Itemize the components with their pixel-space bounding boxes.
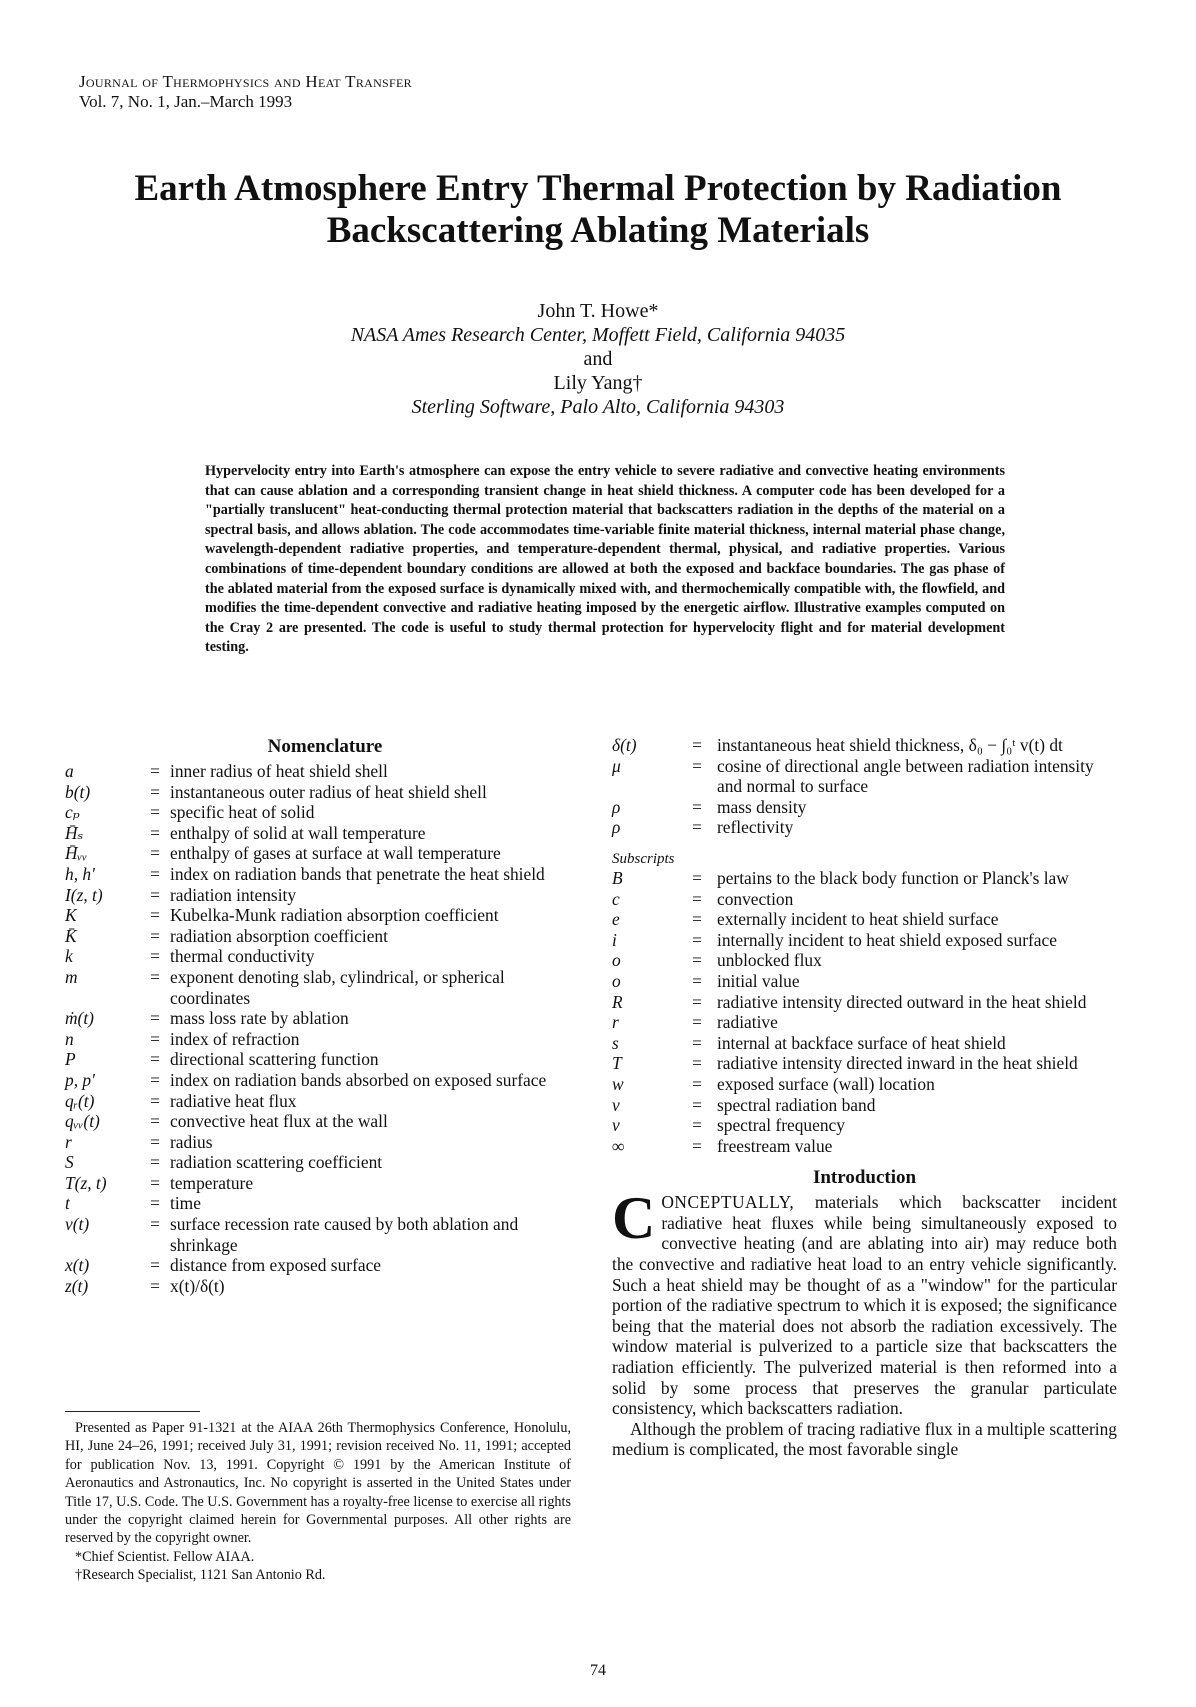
nomenclature-row: [65, 885, 585, 906]
nomenclature-row: [65, 1070, 585, 1091]
nomenclature-symbol: x(t): [65, 1255, 90, 1276]
nomenclature-row: [65, 823, 585, 844]
equals-sign: =: [150, 1172, 160, 1193]
nomenclature-definition: radiation scattering coefficient: [170, 1152, 383, 1173]
nomenclature-row: [65, 1091, 585, 1112]
nomenclature-definition: mass density: [717, 796, 807, 817]
nomenclature-heading: Nomenclature: [267, 736, 383, 757]
nomenclature-symbol: r: [65, 1131, 72, 1152]
equals-sign: =: [692, 735, 702, 755]
affiliation-1: NASA Ames Research Center, Moffett Field, California 94035: [350, 324, 846, 346]
equals-sign: =: [150, 1069, 160, 1090]
nomenclature-row: [65, 1132, 585, 1153]
nomenclature-symbol: o: [612, 970, 621, 991]
affiliation-2: Sterling Software, Palo Alto, California 94303: [411, 396, 785, 418]
nomenclature-row: [612, 971, 1117, 992]
equals-sign: =: [150, 822, 160, 843]
right-column: [612, 735, 1117, 1460]
equals-sign: =: [150, 1152, 160, 1173]
nomenclature-row: [612, 1115, 1117, 1136]
nomenclature-row: [612, 817, 1117, 838]
nomenclature-symbol: t: [65, 1193, 70, 1214]
nomenclature-definition: mass loss rate by ablation: [170, 1008, 349, 1029]
equals-sign: =: [150, 1255, 160, 1276]
page-number: 74: [590, 1662, 606, 1679]
author-1: John T. Howe*: [537, 300, 659, 322]
introduction: [612, 1166, 1117, 1460]
nomenclature-symbol: b(t): [65, 781, 91, 802]
nomenclature-definition: initial value: [717, 970, 800, 991]
nomenclature-row: [612, 950, 1117, 971]
footnote-rule: [65, 1411, 200, 1412]
nomenclature-definition: time: [170, 1193, 201, 1214]
nomenclature-definition: directional scattering function: [170, 1049, 379, 1070]
nomenclature-symbol: e: [612, 909, 620, 930]
intro-paragraph-2: Although the problem of tracing radiative flux in a multiple scattering medium is complicated, the most favorable single: [612, 1418, 1117, 1460]
abstract: Hypervelocity entry into Earth's atmosphere can expose the entry vehicle to severe radiative and convective heating environments that can cause ablation and a corresponding transient change in heat shield thickness. A computer code has been developed for a "partially translucent" heat-conducting thermal protection material that backscatters radiation in the depths of the material on a spectral basis, and allows ablation. The code accommodates time-variable finite material thickness, internal material phase change, wavelength-dependent radiative properties, and temperature-dependent thermal, physical, and radiative properties. Various combinations of time-dependent boundary conditions are allowed at both the exposed and backface boundaries. The gas phase of the ablated material from the exposed surface is dynamically mixed with, and thermochemically compatible with, the flowfield, and modifies the time-dependent convective and radiative heating imposed by the energetic airflow. Illustrative examples computed on the Cray 2 are presented. The code is useful to study thermal protection for hypervelocity flight and for material development testing.: [205, 463, 1005, 656]
nomenclature-definition: freestream value: [717, 1135, 833, 1156]
nomenclature-symbol: v(t): [65, 1214, 90, 1235]
equals-sign: =: [150, 1131, 160, 1152]
journal-name: Journal of Thermophysics and Heat Transfer: [79, 72, 412, 91]
nomenclature-symbol: r: [612, 1012, 619, 1033]
nomenclature-definition: index on radiation bands that penetrate the heat shield: [170, 863, 545, 884]
nomenclature-definition: spectral radiation band: [717, 1094, 876, 1115]
nomenclature-definition: specific heat of solid: [170, 802, 315, 823]
nomenclature-symbol: m: [65, 966, 78, 987]
nomenclature-definition: enthalpy of solid at wall temperature: [170, 822, 426, 843]
nomenclature-symbol: z(t): [65, 1275, 89, 1296]
nomenclature-definition: instantaneous outer radius of heat shield shell: [170, 781, 487, 802]
equals-sign: =: [692, 929, 702, 950]
nomenclature-row: [65, 946, 585, 967]
equals-sign: =: [692, 909, 702, 930]
subscripts-heading: Subscripts: [612, 850, 675, 867]
equals-sign: =: [150, 761, 160, 781]
equals-sign: =: [692, 867, 702, 888]
equals-sign: =: [692, 1115, 702, 1136]
nomenclature-row: [65, 1152, 585, 1173]
nomenclature-definition: index on radiation bands absorbed on exposed surface: [170, 1069, 547, 1090]
nomenclature-row: [65, 1193, 585, 1214]
nomenclature-row: [612, 868, 1117, 889]
equals-sign: =: [692, 1073, 702, 1094]
nomenclature-definition: cosine of directional angle between radiation intensity and normal to surface: [717, 755, 1094, 797]
nomenclature-symbol: H̄ᵥᵥ: [65, 843, 88, 864]
left-column: [65, 735, 585, 1296]
nomenclature-definition: pertains to the black body function or Planck's law: [717, 867, 1069, 888]
nomenclature-definition: temperature: [170, 1172, 254, 1193]
nomenclature-definition: Kubelka-Munk radiation absorption coefficient: [170, 905, 499, 926]
nomenclature-definition: distance from exposed surface: [170, 1255, 382, 1276]
equals-sign: =: [150, 843, 160, 864]
nomenclature-row: [65, 1214, 585, 1255]
equals-sign: =: [692, 1094, 702, 1115]
nomenclature-symbol: S: [65, 1152, 74, 1173]
nomenclature-definition: unblocked flux: [717, 950, 822, 971]
nomenclature-row: [65, 864, 585, 885]
nomenclature-row: [65, 1008, 585, 1029]
nomenclature-definition: instantaneous heat shield thickness, δ₀ − ∫₀ᵗ v(t) dt: [717, 735, 1063, 755]
nomenclature-symbol: ∞: [612, 1135, 625, 1156]
nomenclature-symbol: K̄: [65, 925, 77, 946]
nomenclature-row: [65, 1255, 585, 1276]
equals-sign: =: [150, 884, 160, 905]
nomenclature-symbol: T(z, t): [65, 1172, 107, 1193]
nomenclature-symbol: p, p′: [65, 1069, 95, 1090]
title-line-1: Earth Atmosphere Entry Thermal Protection by Radiation: [134, 168, 1062, 209]
footnote-1: *Chief Scientist. Fellow AIAA.: [75, 1548, 255, 1565]
nomenclature-row: [612, 756, 1117, 797]
nomenclature-symbol: cₚ: [65, 802, 80, 823]
nomenclature-definition: internal at backface surface of heat shield: [717, 1032, 1006, 1053]
nomenclature-row: [65, 1111, 585, 1132]
nomenclature-row: [65, 905, 585, 926]
nomenclature-symbol: P: [65, 1049, 76, 1070]
nomenclature-row: [612, 735, 1117, 756]
title-line-2: Backscattering Ablating Materials: [326, 210, 870, 251]
nomenclature-row: [65, 802, 585, 823]
nomenclature-row: [65, 761, 585, 782]
equals-sign: =: [150, 905, 160, 926]
equals-sign: =: [150, 946, 160, 967]
nomenclature-row: [65, 926, 585, 947]
nomenclature-symbol: s: [612, 1032, 619, 1053]
nomenclature-definition: radiative: [717, 1012, 778, 1033]
nomenclature-row: [65, 1173, 585, 1194]
equals-sign: =: [150, 966, 160, 987]
equals-sign: =: [150, 1111, 160, 1132]
nomenclature-definition: index of refraction: [170, 1028, 300, 1049]
nomenclature-definition: surface recession rate caused by both ablation and shrinkage: [170, 1214, 519, 1255]
equals-sign: =: [692, 1135, 702, 1156]
journal-volume: Vol. 7, No. 1, Jan.–March 1993: [79, 92, 293, 111]
equals-sign: =: [692, 817, 702, 838]
equals-sign: =: [150, 1193, 160, 1214]
drop-cap: C: [612, 1185, 656, 1252]
nomenclature-definition: radius: [170, 1131, 213, 1152]
nomenclature-row: [65, 843, 585, 864]
footnote-received: Presented as Paper 91-1321 at the AIAA 26th Thermophysics Conference, Honolulu, HI, June 24–26, 1991; received July 31, 1991; revision received No. 11, 1991; accepted for publication Nov. 13, 1991. Copyright © 1991 by the American Institute of Aeronautics and Astronautics, Inc. No copyright is asserted in the United States under Title 17, U.S. Code. The U.S. Government has a royalty-free license to exercise all rights under the copyright claimed herein for Governmental purposes. All other rights are reserved by the copyright owner.: [65, 1420, 571, 1547]
nomenclature-symbol: w: [612, 1073, 624, 1094]
nomenclature-row: [612, 1136, 1117, 1157]
nomenclature-definition: externally incident to heat shield surface: [717, 909, 999, 930]
nomenclature-symbol: B: [612, 867, 623, 888]
nomenclature-definition: enthalpy of gases at surface at wall temperature: [170, 843, 501, 864]
nomenclature-row: [612, 1074, 1117, 1095]
nomenclature-symbol: μ: [612, 755, 621, 776]
nomenclature-symbol: K: [65, 905, 77, 926]
nomenclature-symbol: T: [612, 1053, 622, 1074]
nomenclature-symbol: ṁ(t): [65, 1008, 94, 1029]
nomenclature-symbol: i: [612, 929, 617, 950]
nomenclature-definition: convection: [717, 888, 794, 909]
author-and: and: [583, 348, 613, 370]
nomenclature-symbol: c: [612, 888, 620, 909]
nomenclature-row: [612, 992, 1117, 1013]
nomenclature-row: [65, 967, 585, 1008]
nomenclature-symbol: qᵥᵥ(t): [65, 1111, 100, 1132]
nomenclature-definition: reflectivity: [717, 817, 794, 838]
nomenclature-definition: spectral frequency: [717, 1115, 845, 1136]
equals-sign: =: [692, 888, 702, 909]
nomenclature-row: [612, 909, 1117, 930]
nomenclature-row: [65, 1276, 585, 1297]
nomenclature-symbol: I(z, t): [65, 884, 103, 905]
equals-sign: =: [692, 1032, 702, 1053]
equals-sign: =: [150, 1214, 160, 1235]
equals-sign: =: [150, 1008, 160, 1029]
nomenclature-definition: radiative heat flux: [170, 1090, 297, 1111]
author-block: [0, 299, 1196, 419]
nomenclature-symbol: ρ: [612, 817, 621, 838]
nomenclature-definition: radiation intensity: [170, 884, 297, 905]
equals-sign: =: [692, 1012, 702, 1033]
footnote-2: †Research Specialist, 1121 San Antonio Rd.: [75, 1567, 326, 1584]
nomenclature-row: [612, 797, 1117, 818]
nomenclature-list-right: [612, 735, 1117, 838]
nomenclature-definition: exposed surface (wall) location: [717, 1073, 935, 1094]
author-2: Lily Yang†: [553, 372, 643, 394]
nomenclature-definition: internally incident to heat shield exposed surface: [717, 929, 1057, 950]
nomenclature-row: [612, 889, 1117, 910]
nomenclature-definition: radiative intensity directed inward in the heat shield: [717, 1053, 1078, 1074]
nomenclature-definition: radiative intensity directed outward in the heat shield: [717, 991, 1087, 1012]
equals-sign: =: [692, 950, 702, 971]
nomenclature-definition: inner radius of heat shield shell: [170, 761, 388, 781]
nomenclature-row: [612, 1053, 1117, 1074]
nomenclature-row: [612, 930, 1117, 951]
nomenclature-symbol: ν: [612, 1115, 620, 1136]
equals-sign: =: [692, 755, 702, 776]
equals-sign: =: [150, 781, 160, 802]
nomenclature-list-left: [65, 761, 585, 1296]
nomenclature-row: [65, 1049, 585, 1070]
intro-paragraph-1-text: materials which backscatter incident radiative heat fluxes while being simultaneously exposed to convective heating (and are ablating into air) may reduce both the convective and radiative heat load to an entry vehicle significantly. Such a heat shield may be thought of as a "window" for the particular portion of the radiative spectrum to which it is exposed; the significance being that the material does not absorb the radiation excessively. The window material is pulverized to a particle size that backscatters the radiation efficiently. The pulverized material is then reformed into a solid by some process that preserves the granular particulate consistency, which backscatters radiation.: [612, 1192, 1117, 1419]
equals-sign: =: [692, 796, 702, 817]
equals-sign: =: [150, 1028, 160, 1049]
nomenclature-definition: exponent denoting slab, cylindrical, or spherical coordinates: [170, 966, 505, 1008]
nomenclature-row: [612, 1012, 1117, 1033]
intro-lead-word: ONCEPTUALLY,: [661, 1192, 795, 1213]
nomenclature-row: [612, 1095, 1117, 1116]
nomenclature-symbol: h, h′: [65, 863, 95, 884]
nomenclature-row: [612, 1033, 1117, 1054]
equals-sign: =: [150, 802, 160, 823]
nomenclature-symbol: δ(t): [612, 735, 637, 755]
nomenclature-symbol: R: [612, 991, 623, 1012]
subscripts-list: [612, 868, 1117, 1156]
equals-sign: =: [150, 925, 160, 946]
equals-sign: =: [150, 1090, 160, 1111]
equals-sign: =: [692, 970, 702, 991]
nomenclature-symbol: ρ: [612, 796, 621, 817]
nomenclature-symbol: a: [65, 761, 74, 781]
intro-paragraph-1: [612, 1185, 1117, 1419]
nomenclature-symbol: n: [65, 1028, 74, 1049]
introduction-heading: Introduction: [812, 1167, 917, 1189]
equals-sign: =: [150, 1049, 160, 1070]
journal-header: [79, 72, 412, 112]
nomenclature-definition: thermal conductivity: [170, 946, 315, 967]
nomenclature-row: [65, 1029, 585, 1050]
paper-title: [60, 168, 1136, 252]
nomenclature-symbol: k: [65, 946, 73, 967]
equals-sign: =: [150, 1275, 160, 1296]
nomenclature-symbol: qᵣ(t): [65, 1090, 95, 1111]
nomenclature-symbol: o: [612, 950, 621, 971]
nomenclature-definition: convective heat flux at the wall: [170, 1111, 388, 1132]
nomenclature-symbol: H̄ₛ: [65, 822, 84, 843]
equals-sign: =: [692, 991, 702, 1012]
footnotes: [65, 1419, 571, 1585]
nomenclature-definition: x(t)/δ(t): [170, 1275, 225, 1296]
nomenclature-row: [65, 782, 585, 803]
equals-sign: =: [150, 863, 160, 884]
equals-sign: =: [692, 1053, 702, 1074]
nomenclature-definition: radiation absorption coefficient: [170, 925, 388, 946]
nomenclature-symbol: ν: [612, 1094, 620, 1115]
